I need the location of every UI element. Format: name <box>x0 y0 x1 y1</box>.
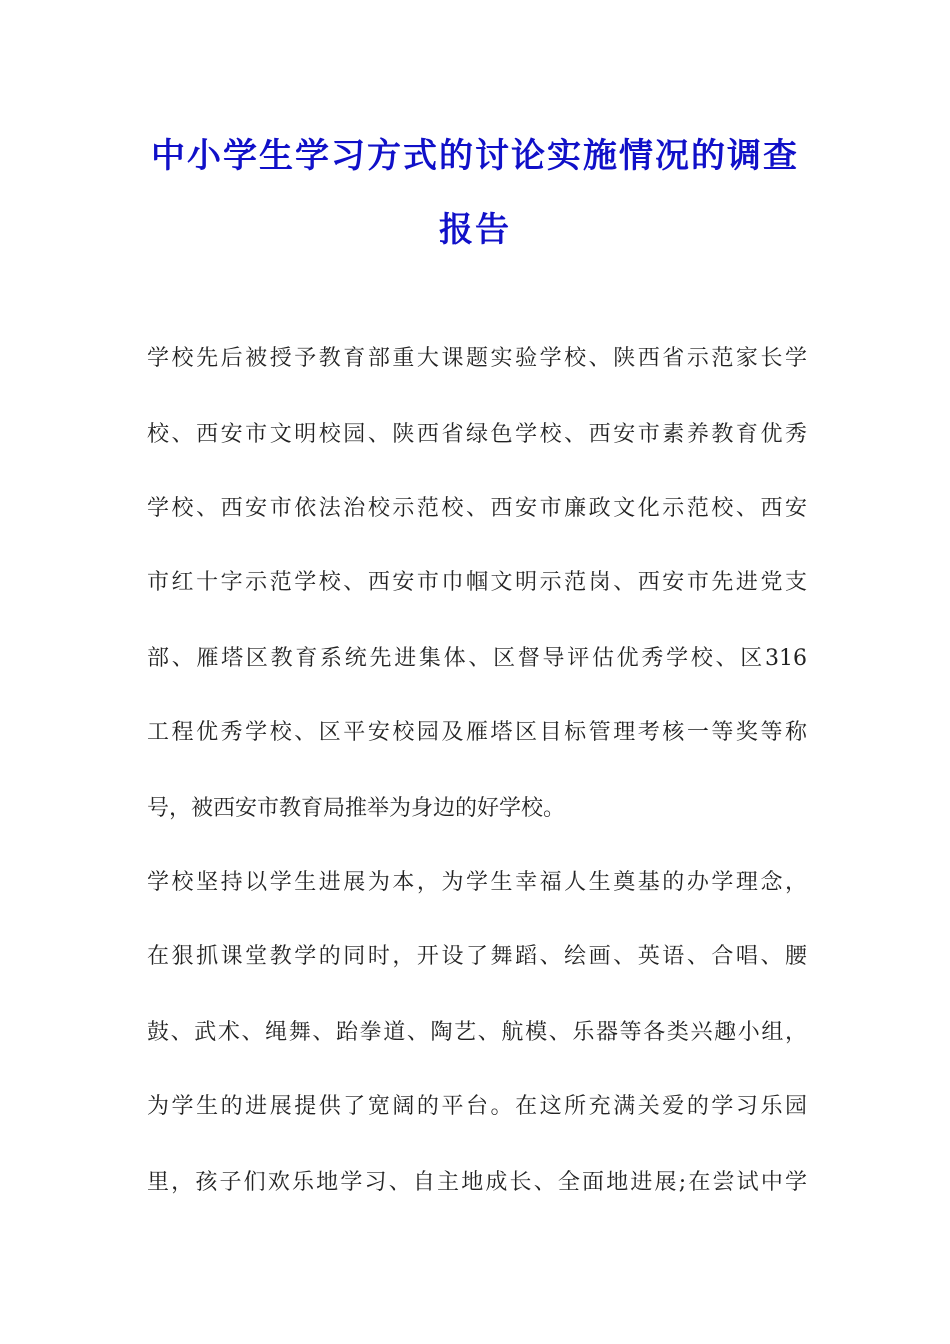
document-title-line-1: 中小学生学习方式的讨论实施情况的调查 <box>151 136 799 176</box>
document-title-line-2: 报告 <box>439 210 511 250</box>
paragraph-line: 校、西安市文明校园、陕西省绿色学校、西安市素养教育优秀 <box>147 422 807 447</box>
paragraph-line: 市红十字示范学校、西安市巾帼文明示范岗、西安市先进党支 <box>147 570 807 595</box>
paragraph-line: 学校坚持以学生进展为本，为学生幸福人生奠基的办学理念， <box>147 870 807 895</box>
paragraph-line: 号，被西安市教育局推举为身边的好学校。 <box>147 796 566 821</box>
paragraph-line: 里，孩子们欢乐地学习、自主地成长、全面地进展;在尝试中学 <box>147 1170 807 1195</box>
paragraph-line: 为学生的进展提供了宽阔的平台。在这所充满关爱的学习乐园 <box>147 1094 807 1119</box>
paragraph-line: 学校先后被授予教育部重大课题实验学校、陕西省示范家长学 <box>147 346 807 371</box>
paragraph-line: 鼓、武术、绳舞、跆拳道、陶艺、航模、乐器等各类兴趣小组， <box>147 1020 807 1045</box>
paragraph-line: 工程优秀学校、区平安校园及雁塔区目标管理考核一等奖等称 <box>147 720 807 745</box>
paragraph-line: 学校、西安市依法治校示范校、西安市廉政文化示范校、西安 <box>147 496 807 521</box>
paragraph-line: 在狠抓课堂教学的同时，开设了舞蹈、绘画、英语、合唱、腰 <box>147 944 807 969</box>
paragraph-line: 部、雁塔区教育系统先进集体、区督导评估优秀学校、区316 <box>147 646 807 671</box>
